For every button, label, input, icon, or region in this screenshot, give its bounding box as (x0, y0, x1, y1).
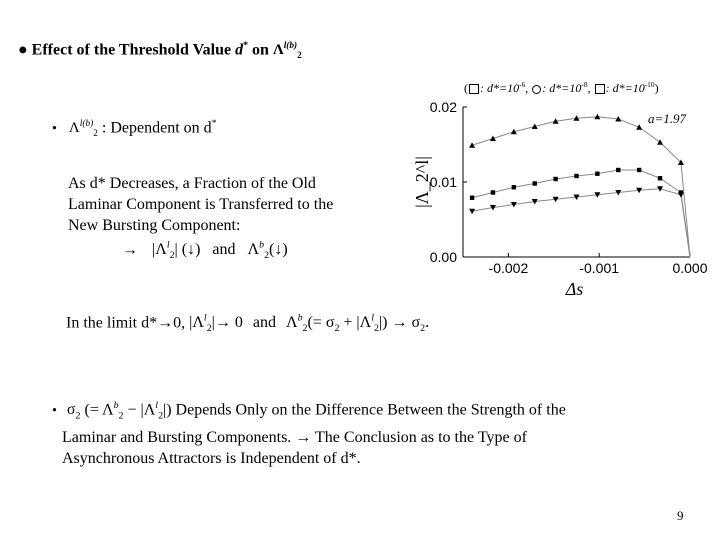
bullet-2-line-1 (52, 395, 637, 427)
bullet-2-paren-mid-sup: l (155, 400, 159, 411)
limit-expr-2-glyph: Λ (285, 314, 298, 332)
bullet-2-text-1: Depends Only on the Difference Between the Strength of the (171, 401, 566, 419)
limit-expr-2-tail: (= σ (307, 314, 335, 332)
limit-line (66, 313, 429, 335)
bullet-1-marker: • (52, 121, 57, 137)
limit-expr-2-tail3: |) → σ (378, 314, 421, 332)
legend-sep-2: , (587, 81, 594, 95)
bullet-1-sym-sub: 2 (93, 129, 98, 140)
data-point-square (574, 174, 578, 178)
bullet-2-line-2: Laminar and Bursting Components. → The Conclusion as to the Type of (62, 428, 527, 446)
data-point-square (512, 185, 516, 189)
limit-expr-2-tail2: + |Λ (339, 314, 372, 332)
bullet-2-paren-sup: b (113, 400, 119, 411)
x-tick-label: -0.001 (579, 260, 620, 276)
data-point-square (533, 181, 537, 185)
arrow-expr-1-sup: l (166, 240, 170, 251)
bullet-2-line-3: Asynchronous Attractors is Independent of d*. (62, 449, 361, 467)
legend-exp-3: -10 (644, 80, 655, 89)
y-tick-label: 0.01 (429, 174, 457, 190)
paragraph-1-line-3: New Bursting Component: (68, 217, 241, 234)
limit-expr-1 (189, 313, 243, 335)
legend-item-3: : d*=10 (605, 81, 645, 95)
arrow-expr-1-sub: 2 (169, 250, 175, 262)
title-dvar: d (235, 41, 244, 59)
bullet-2-marker: • (52, 403, 57, 419)
chart-annotation: a=1.97 (647, 111, 686, 126)
limit-expr-2-tail3-sub: 2 (420, 323, 426, 335)
limit-expr-2 (285, 313, 430, 335)
limit-expr-2-tail2-sub: 2 (374, 323, 379, 335)
arrow-expr-1 (152, 240, 201, 262)
data-point-square (658, 176, 662, 180)
bullet-2-sigma-sub: 2 (75, 410, 81, 422)
bullet-1-star: * (211, 118, 217, 129)
title-bullet: ● (18, 41, 28, 59)
title-prefix: Effect of the Threshold Value (31, 41, 232, 59)
title-symbol (272, 41, 302, 62)
legend-item-1: : d*=10 (480, 81, 520, 95)
paragraph-1-line-1: As d* Decreases, a Fraction of the Old (68, 175, 316, 192)
series-line-3 (472, 189, 690, 257)
slide-title (18, 40, 302, 61)
legend-sep-1: , (525, 81, 532, 95)
bullet-1-symbol (68, 119, 98, 140)
limit-expr-1-tail: |→ 0 (211, 314, 243, 332)
arrow-expr-2-sup: b (259, 240, 265, 251)
bullet-2-paren: (= Λ (84, 401, 114, 419)
arrow-expr-2 (247, 240, 288, 262)
bullet-2-paren-mid: − |Λ (123, 401, 156, 419)
data-point-square (491, 190, 495, 194)
arrow-expr-2-tail: (↓) (269, 241, 288, 259)
bullet-2 (52, 395, 637, 469)
legend-close: ) (654, 81, 659, 95)
circle-marker-icon (532, 85, 541, 94)
paragraph-1-line-2: Laminar Component is Transferred to the (68, 196, 334, 213)
legend-item-2: : d*=10 (542, 81, 582, 95)
square-marker-icon-2 (595, 84, 605, 94)
page-number: 9 (677, 508, 684, 523)
arrow-line (122, 240, 288, 262)
title-sym-sub: 2 (297, 51, 302, 62)
bullet-2-paren-end: |) (163, 401, 172, 419)
lyapunov-chart (400, 95, 710, 310)
x-axis-label: Δs (565, 279, 584, 299)
series-line-2 (472, 170, 690, 257)
legend-open: ( (464, 81, 468, 95)
bullet-2-sigma: σ (66, 401, 76, 419)
arrow-expr-1-glyph: |Λ (152, 241, 167, 259)
data-point-triangle-up (636, 124, 642, 130)
limit-expr-1-sub: 2 (206, 323, 212, 335)
limit-expr-1-sup: l (203, 313, 207, 324)
title-sym-glyph: Λ (272, 42, 284, 59)
arrow-symbol: → (122, 241, 138, 259)
x-tick-label: 0.000 (672, 260, 708, 276)
arrow-expr-2-glyph: Λ (247, 241, 260, 259)
limit-end: . (425, 314, 430, 332)
data-point-square (553, 177, 557, 181)
y-tick-label: 0.00 (429, 249, 457, 265)
paragraph-1 (68, 173, 388, 236)
legend-exp-1: -6 (519, 80, 526, 89)
chart-plot-area (412, 99, 708, 299)
limit-expr-1-glyph: |Λ (189, 314, 204, 332)
square-marker-icon (469, 84, 479, 94)
series-line-1 (472, 117, 690, 257)
data-point-square (616, 168, 620, 172)
bullet-1-sym-sup: l(b) (79, 119, 94, 130)
title-sym-sup: l(b) (283, 41, 298, 52)
bullet-1 (52, 118, 217, 139)
arrow-expr-2-sub: 2 (264, 250, 270, 262)
x-tick-label: -0.002 (488, 260, 529, 276)
title-on: on (252, 41, 269, 59)
arrow-expr-1-tail: | (↓) (174, 241, 201, 259)
y-tick-label: 0.02 (429, 99, 457, 115)
y-axis-label: |Λ_2^l| (412, 156, 432, 208)
limit-expr-2-tail-sub: 2 (334, 323, 340, 335)
bullet-1-text: : Dependent on d (101, 119, 212, 137)
data-point-square (470, 196, 474, 200)
arrow-and: and (212, 241, 236, 259)
limit-expr-2-tail2-sup: l (371, 313, 374, 324)
data-point-square (595, 172, 599, 176)
limit-and: and (252, 314, 276, 332)
bullet-1-sym-glyph: Λ (68, 120, 80, 137)
bullet-2-paren-mid-sub: 2 (158, 410, 164, 422)
legend-exp-2: -8 (581, 80, 588, 89)
limit-prefix: In the limit d*→0, (66, 314, 186, 332)
limit-expr-2-sup: b (297, 313, 303, 324)
data-point-triangle-up (657, 139, 663, 145)
data-point-square (637, 168, 641, 172)
limit-expr-2-sub: 2 (302, 323, 308, 335)
bullet-2-paren-sub: 2 (118, 410, 124, 422)
marker-legend (464, 80, 659, 96)
data-point-triangle-down (469, 209, 475, 215)
title-dstar: * (243, 40, 249, 51)
data-point-triangle-down (678, 192, 684, 198)
